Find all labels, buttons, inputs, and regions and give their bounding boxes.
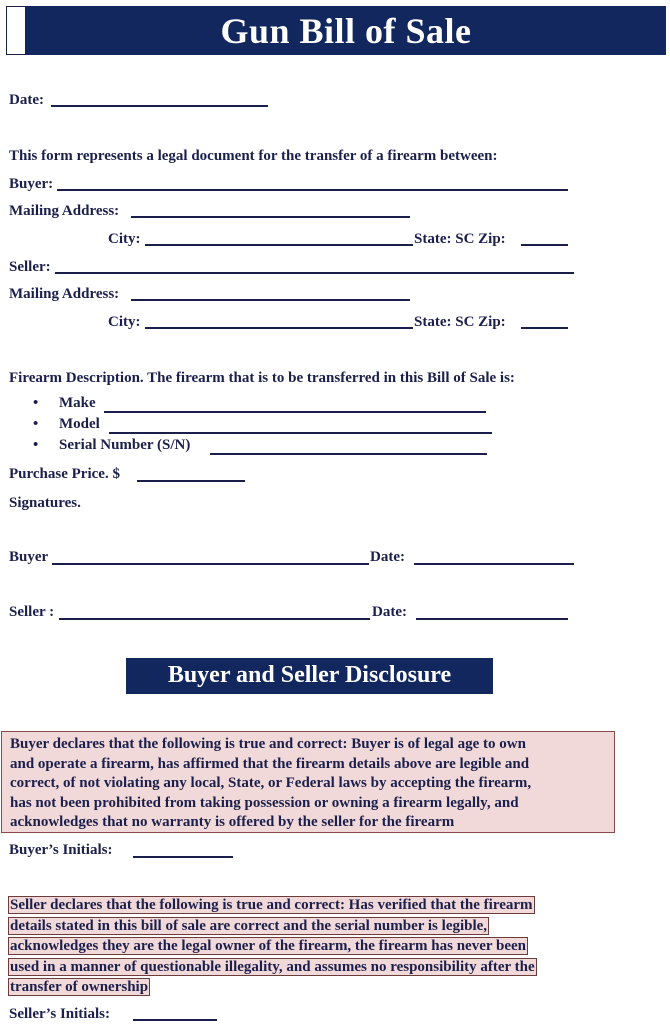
serial-number-label: Serial Number (S/N) [59,437,191,453]
purchase-price-label: Purchase Price. $ [9,466,120,482]
make-label: Make [59,395,96,411]
buyer-label: Buyer: [9,176,54,192]
seller-mailing-field[interactable] [131,299,410,301]
buyer-declaration-line: has not been prohibited from taking possession or owning a firearm legally, and [10,794,519,811]
buyer-initials-field[interactable] [133,856,233,858]
buyer-mailing-field[interactable] [131,216,410,218]
bullet-icon: • [33,437,39,453]
buyer-name-field[interactable] [57,189,568,191]
buyer-signature-field[interactable] [52,563,369,565]
intro-text: This form represents a legal document for the transfer of a firearm between: [9,148,498,164]
firearm-intro: Firearm Description. The firearm that is to be transferred in this Bill of Sale is: [9,370,515,386]
date-field[interactable] [51,105,268,107]
seller-signature-label: Seller : [9,604,55,620]
buyer-declaration [1,731,615,833]
seller-initials-label: Seller’s Initials: [9,1006,110,1022]
seller-label: Seller: [9,259,51,275]
seller-declaration-line: details stated in this bill of sale are correct and the serial number is legible, [10,917,488,934]
seller-city-label: City: [108,314,141,330]
seller-declaration-line: acknowledges they are the legal owner of the firearm, the firearm has never been [10,938,527,954]
bullet-icon: • [33,395,39,411]
buyer-signature-date-label: Date: [370,549,405,565]
buyer-signature-date-field[interactable] [414,563,574,565]
buyer-initials-label: Buyer’s Initials: [9,842,113,858]
buyer-city-label: City: [108,231,141,247]
seller-initials-field[interactable] [133,1019,217,1021]
seller-state-zip-label: State: SC Zip: [414,314,506,330]
buyer-mailing-label: Mailing Address: [9,203,120,219]
buyer-declaration-line: correct, of not violating any local, State, or Federal laws by accepting the firearm, [10,775,532,791]
seller-declaration-line: Seller declares that the following is true and correct: Has verified that the firearm [10,897,533,913]
model-label: Model [59,416,100,432]
seller-signature-date-field[interactable] [416,618,568,620]
purchase-price-field[interactable] [137,480,245,482]
buyer-signature-label: Buyer [9,549,49,565]
serial-number-field[interactable] [210,453,487,455]
seller-city-field[interactable] [145,327,413,329]
header-banner [6,6,666,54]
seller-zip-field[interactable] [521,327,568,329]
seller-declaration [8,895,608,998]
buyer-declaration-line: acknowledges that no warranty is offered by the seller for the firearm [10,814,455,830]
date-label: Date: [9,92,44,108]
buyer-declaration-line: Buyer declares that the following is true and correct: Buyer is of legal age to own [10,736,526,752]
make-field[interactable] [104,411,486,413]
signatures-heading: Signatures. [9,495,81,511]
buyer-city-field[interactable] [145,244,413,246]
seller-signature-field[interactable] [59,618,370,620]
seller-name-field[interactable] [55,272,574,274]
disclosure-title: Buyer and Seller Disclosure [167,662,452,688]
seller-mailing-label: Mailing Address: [9,286,120,302]
header-left-box [6,6,26,55]
buyer-state-zip-label: State: SC Zip: [414,231,506,247]
seller-declaration-line: used in a manner of questionable illegality, and assumes no responsibility after the [10,958,535,975]
seller-signature-date-label: Date: [372,604,407,620]
buyer-zip-field[interactable] [521,244,568,246]
page-title: Gun Bill of Sale [220,11,472,51]
seller-declaration-line: transfer of ownership [10,979,149,995]
buyer-declaration-line: and operate a firearm, has affirmed that the firearm details above are legible and [10,755,530,772]
bullet-icon: • [33,416,39,432]
model-field[interactable] [109,432,492,434]
